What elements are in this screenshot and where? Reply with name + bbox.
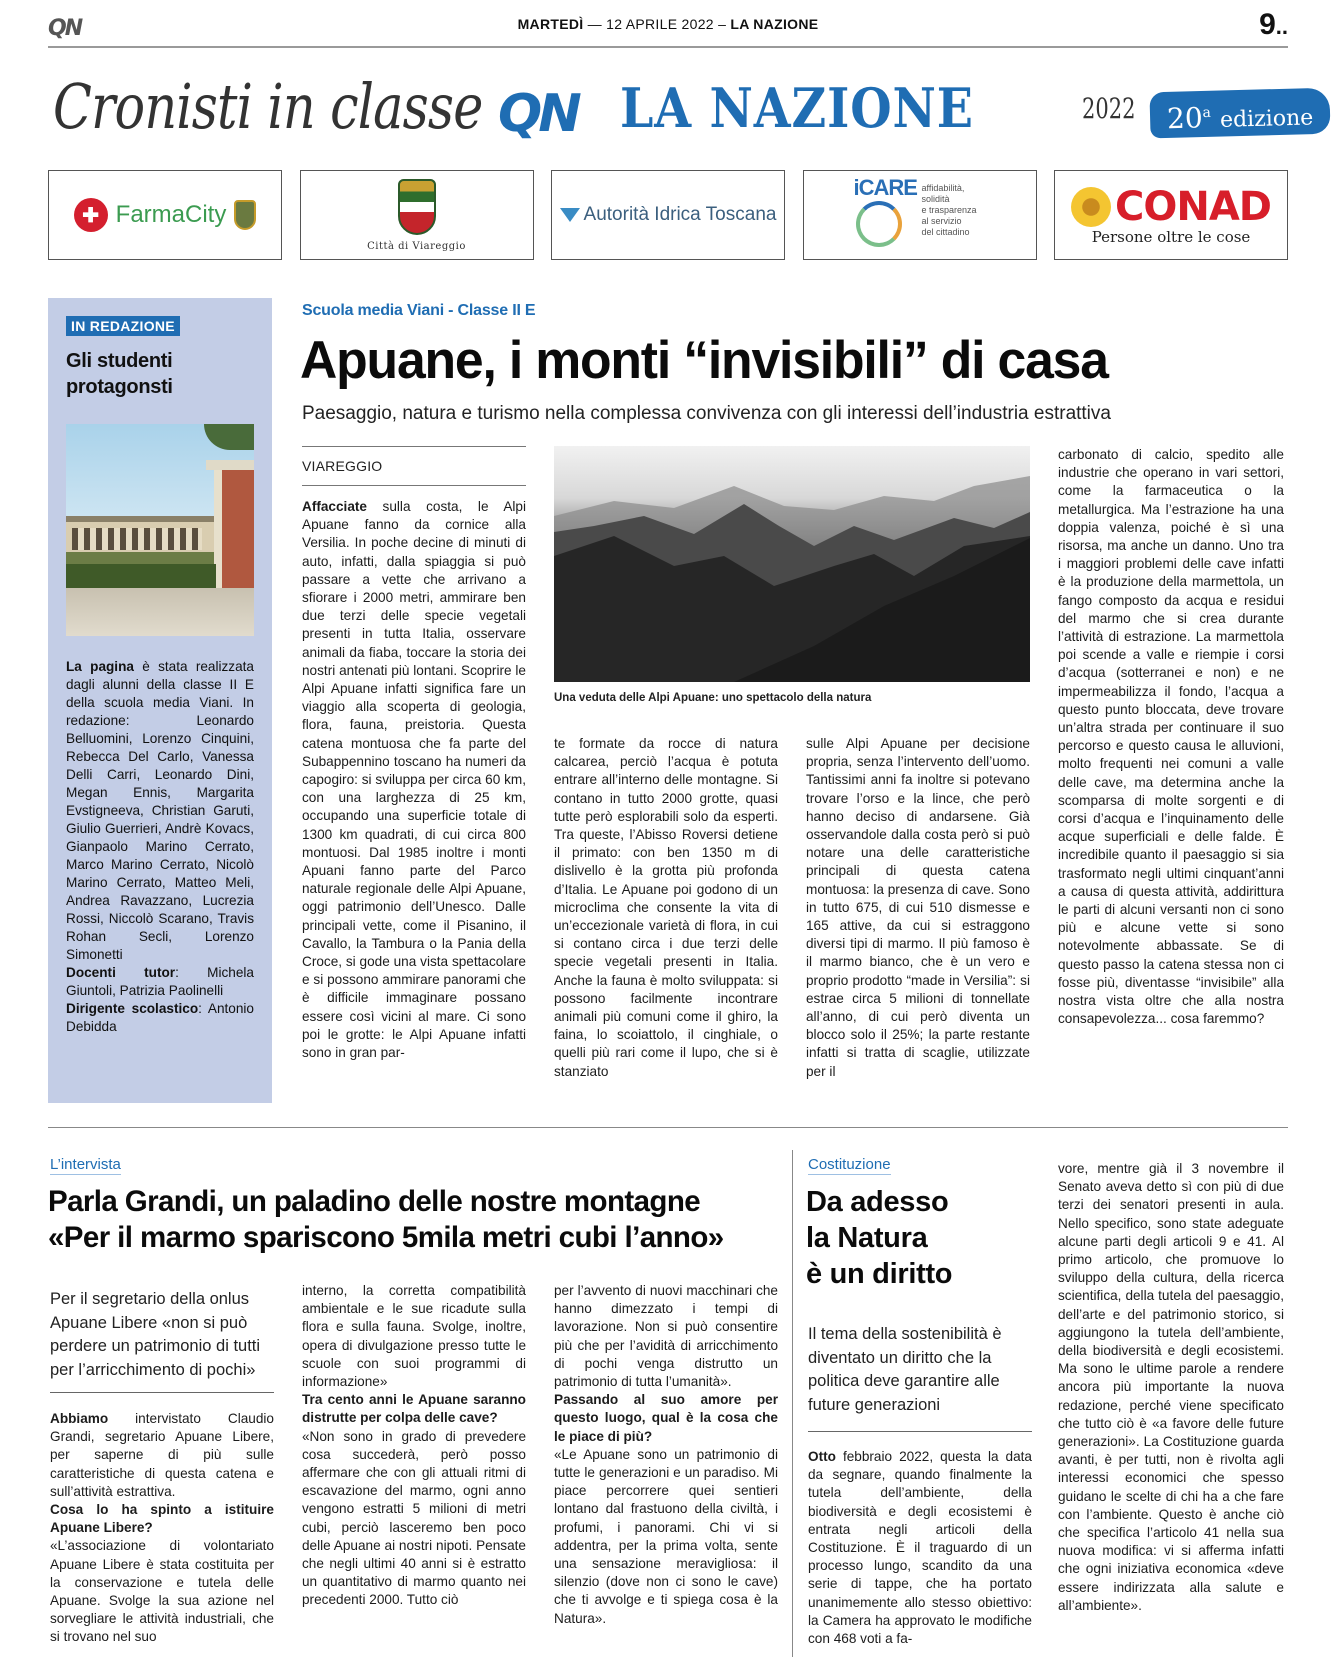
header-date: 12 APRILE 2022 — [606, 16, 714, 32]
interview-answer: per l’avvento di nuovi macchinari che hanno dimezzato i tempi di lavorazione. Non si può consentire più che per l’avidità di arricchimento di pochi venga distrutto un patrimonio di tutta l’umanità». — [554, 1283, 778, 1390]
constitution-deck: Il tema della sostenibilità è diventato un diritto che la politica deve garantire alle future generazioni — [808, 1325, 1002, 1414]
city-crest-icon — [234, 200, 256, 230]
sponsor-conad — [1054, 170, 1288, 260]
constitution-headline — [806, 1184, 1030, 1292]
page-number-dots: .. — [1275, 14, 1288, 39]
in-redazione-box — [48, 298, 272, 1103]
sponsor-viareggio — [300, 170, 534, 260]
header-dateline — [48, 16, 1288, 32]
masthead — [48, 70, 1314, 150]
page-number-value: 9 — [1259, 8, 1276, 41]
interview-answer: «Non sono in grado di prevedere cosa succederà, però posso affermare che con gli attuali ritmi di escavazione del marmo, ogni anno vengono estratti 5 milioni di metri cubi, perciò lasceremo ben poco delle Apuane ai nostri nipoti. Pensate che negli ultimi 40 anni si è estratto un quantitativo di marmo quanto nei precedenti 2000. Tutto ciò — [302, 1428, 526, 1608]
principal-label: Dirigente scolastico — [66, 1001, 199, 1016]
interview-answer: interno, la corretta compatibilità ambientale e le sue ricadute sulla flora e sulla fauna. Svolge, inoltre, opera di divulgazione presso tutte le scuole con suoi programmi di informazione» — [302, 1283, 526, 1390]
interview-lead-word: Abbiamo — [50, 1411, 109, 1426]
interview-answer: «Le Apuane sono un patrimonio di tutte le generazioni e un paradiso. Mi piace percorrere quei sentieri lontano dal frastuono della civiltà, i profumi, i panorami. Chi vi si addentra, per la prima volta, sente una sensazione meravigliosa: il silenzio (dove non ci sono le cave) che ti avvolge e ti spiega cosa è la Natura». — [554, 1446, 778, 1626]
tutor-label: Docenti tutor — [66, 965, 176, 980]
interview-headline-line: «Per il marmo spariscono 5mila metri cubi l’anno» — [48, 1221, 724, 1254]
header-paper-name: LA NAZIONE — [730, 16, 819, 32]
interview-section-label: L’intervista — [50, 1156, 121, 1173]
tagline-line: solidità — [921, 194, 950, 204]
article-headline: Apuane, i monti “invisibili” di casa — [300, 331, 1108, 390]
city-crest-icon — [398, 179, 436, 235]
qn-logo: QN — [498, 84, 578, 144]
pharmacy-cross-icon: ✚ — [74, 198, 108, 232]
sidebar-title — [66, 348, 254, 400]
interview-deck: Per il segretario della onlus Apuane Libere «non si può perdere un patrimonio di tutti per l’arricchimento di pochi» — [50, 1290, 261, 1379]
tagline-line: e trasparenza — [921, 205, 977, 215]
sponsor-name: FarmaCity — [115, 201, 227, 228]
edition-number: 20 — [1166, 101, 1204, 136]
constitution-column-1 — [808, 1448, 1032, 1648]
newspaper-logo: LA NAZIONE — [620, 76, 974, 140]
interview-answer: «L’associazione di volontariato Apuane Libere è stata costituita per la conservazione e tutela delle Apuane. Svolge la sua azione nel sorvegliare le attività industriali, che si trovano nel suo — [50, 1538, 274, 1645]
sponsor-icare — [803, 170, 1037, 260]
credits-students: è stata realizzata dagli alunni della classe II E della scuola media Viani. In redazione: Leonardo Belluomini, Lorenzo Cinquini, Rebecca Del Carlo, Vanessa Delli Carri, Leonardo Dini, Megan Ennis, Margarita Evstigneeva, Christian Garuti, Giulio Guerrieri, Andrè Kovacs, Gianpaolo Marino Cerrato, Marco Marino Cerrato, Nicolò Marino Cerrato, Matteo Meli, Andrea Ravazzano, Lucrezia Rossi, Niccolò Scarano, Travis Rohan Secli, Lorenzo Simonetti — [66, 659, 254, 962]
series-title: Cronisti in classe — [53, 70, 483, 143]
constitution-section-label: Costituzione — [808, 1156, 891, 1173]
header-day: MARTEDÌ — [517, 16, 584, 32]
sponsor-name: CONAD — [1115, 184, 1271, 230]
water-wave-icon — [560, 208, 580, 222]
constitution-headline-line: è un diritto — [806, 1258, 953, 1290]
edition-sup: a — [1202, 104, 1212, 121]
constitution-lead-word: Otto — [808, 1449, 836, 1464]
tagline-line: affidabilità, — [921, 183, 965, 193]
page-header-bar — [48, 10, 1288, 48]
sponsor-name: Autorità Idrica Toscana — [583, 204, 777, 225]
dash-separator: — — [587, 16, 607, 32]
deck-divider — [50, 1392, 274, 1393]
interview-column-3 — [554, 1282, 778, 1628]
credits-text — [66, 658, 254, 1036]
article-subhead: Paesaggio, natura e turismo nella complessa convivenza con gli interessi dell’industria estrattiva — [302, 403, 1111, 424]
interview-column-1 — [50, 1410, 274, 1647]
page-number — [1259, 8, 1288, 42]
edition-badge — [1149, 88, 1330, 139]
icare-ring-icon — [856, 201, 902, 247]
principal-name: : Antonio Debidda — [66, 1001, 254, 1034]
article-column-2: te formate da rocce di natura calcarea, perciò l’acqua è potuta entrare all’interno delle montagne. Si contano in tutto 2000 grotte, quasi tutte però esplorabili solo da esperti. Tra queste, l’Abisso Roversi detiene il primato: con ben 1350 m di dislivello è la grotta più profonda d’Italia. Le Apuane poi godono di un microclima che consente la vita di un’eccezionale varietà di flora, in cui si contano circa i due terzi delle specie vegetali presenti in Italia. Anche la fauna è molto sviluppata: si possono facilmente incontrare animali più comuni come il ghiro, la faina, lo scoiattolo, il cinghiale, o quelli più rari come il lupo, che si è stanziato — [554, 736, 778, 1079]
qn-logo-small: QN — [48, 16, 82, 41]
sponsor-farmacity — [48, 170, 282, 260]
sponsor-strip — [48, 170, 1288, 260]
constitution-column-2: vore, mentre già il 3 novembre il Senato aveva detto sì con più di due terzi dei senatori presenti in aula. Nello specifico, sono state adeguate alcune parti degli articoli 9 e 41. Al primo articolo, che promuove lo sviluppo della cultura, della ricerca scientifica, della tutela del paesaggio, dell’arte e del patrimonio storico, si aggiungono la tutela dell’ambiente, della biodiversità e degli ecosistemi. Ma sono le ultime parole a rendere ancora più importante la nuova redazione, perché viene specificato che tutto ciò è «a favore delle future generazioni». La Costituzione guarda avanti, è per tutti, non è rivolta agli interessi economici che spesso guidano le scelte di chi ha a che fare con l’ambiente. Questo è anche ciò che specifica l’articolo 41 nella sua nuova modifica: vi si afferma infatti che ogni iniziativa economica «deve essere indirizzata alla salute e all’ambiente». — [1058, 1161, 1284, 1613]
sponsor-ait — [551, 170, 785, 260]
column-text: sulla costa, le Alpi Apuane fanno da cornice alla Versilia. In poche decine di minuti di auto, infatti, dalla spiaggia si può passare a vette che arrivano a sfiorare i 2000 metri, ammirare ben due terzi delle specie vegetali presenti in tutta Italia, osservare animali da fiaba, toccare la storia dei nostri antenati più lontani. Scoprire le Alpi Apuane infatti significa fare un viaggio alla scoperta di geologia, flora, fauna, preistoria. Questa catena montuosa che fa parte del Subappennino toscano ha numeri da capogiro: si sviluppa per circa 60 km, con una larghezza di 25 km, occupando una superficie totale di 1300 km quadrati, di cui circa 800 montuosi. Dal 1985 inoltre i monti Apuani fanno parte del Parco naturale regionale delle Alpi Apuane, oggi patrimonio dell’Unesco. Dalle principali vette, come il Pisanino, il Cavallo, la Tambura o la Pania della Croce, si gode una vista spettacolare e si possono ammirare panorami che è difficile immaginare possano essere così vicini al mare. Ci sono poi le grotte: le Alpi Apuane infatti sono in gran par- — [302, 499, 526, 1061]
tagline-line: al servizio — [921, 216, 962, 226]
constitution-headline-line: Da adesso — [806, 1186, 949, 1218]
sponsor-tagline — [922, 183, 977, 238]
sidebar-title-line: protagonsti — [66, 376, 173, 398]
article-column-4: carbonato di calcio, spedito alle industrie che operano in vari settori, come la farmaceutica o la metallurgica. Ma l’estrazione ha una doppia valenza, poiché è sì una risorsa, ma anche un danno. Uno tra i maggiori problemi delle cave infatti è la produzione della marmettola, un fango composto da acqua e residui del marmo che si crea durante l’attività di estrazione. La marmettola poi scende a valle e riempie i corsi d’acqua (sotterranei e non) e ne impermeabilizza il fondo, l’acqua a questo punto bloccata, deve trovare un’altra strada per continuare il suo percorso e questo causa le alluvioni, molto frequenti nei comuni a valle delle cave, ma determina anche la scomparsa di molte sorgenti e di corsi d’acqua e l’inquinamento delle acque superficiali e delle falde. È incredibile quanto il paesaggio si sia trasformato negli ultimi cinquant’anni a causa di questa attività, addirittura le parti di alcuni versanti non ci sono più e alcune vette si sono notevolmente abbassate. Se di questo passo la catena stessa non ci fosse più, diventasse “invisibile” alla nostra vista oltre che alla nostra consapevolezza... cosa faremmo? — [1058, 447, 1284, 1027]
column-divider — [792, 1150, 793, 1657]
edition-year: 2022 — [1082, 92, 1136, 125]
tutor-names: : Michela Giuntoli, Patrizia Paolinelli — [66, 965, 254, 998]
sponsor-name: Città di Viareggio — [367, 240, 466, 252]
interview-question: Cosa lo ha spinto a istituire Apuane Libere? — [50, 1502, 274, 1536]
mountain-silhouette — [554, 446, 1030, 682]
interview-intro: intervistato Claudio Grandi, segretario Apuane Libere, per saperne di più sulle caratteristiche di questa catena e sull’attività estrattiva. — [50, 1411, 274, 1499]
credits-lead: La pagina — [66, 659, 134, 674]
article-lead-word: Affacciate — [302, 499, 367, 514]
section-divider — [48, 1127, 1288, 1128]
interview-question: Passando al suo amore per questo luogo, qual è la cosa che le piace di più? — [554, 1392, 778, 1444]
sponsor-tagline: Persone oltre le cose — [1091, 228, 1251, 246]
interview-headline — [48, 1184, 788, 1256]
interview-question: Tra cento anni le Apuane saranno distrutte per colpa delle cave? — [302, 1392, 526, 1426]
article-column-1 — [302, 498, 526, 1062]
section-tag: IN REDAZIONE — [66, 316, 180, 336]
dash-separator: – — [718, 16, 731, 32]
column-text: febbraio 2022, questa la data da segnare, quando finalmente la tutela dell’ambiente, della biodiversità e degli ecosistemi è entrata negli articoli della Costituzione. È il traguardo di un processo lungo, scandito da una serie di tappe, che ha portato unanimemente allo stesso obiettivo: la Camera ha approvato le modifiche con 468 voti a fa- — [808, 1449, 1032, 1647]
article-dateline: VIAREGGIO — [302, 446, 526, 486]
photo-caption: Una veduta delle Alpi Apuane: uno spettacolo della natura — [554, 692, 872, 704]
article-kicker: Scuola media Viani - Classe II E — [302, 302, 536, 319]
edition-label: edizione — [1219, 105, 1314, 133]
tagline-line: del cittadino — [921, 227, 970, 237]
school-building-photo — [66, 424, 254, 636]
constitution-headline-line: la Natura — [806, 1222, 928, 1254]
sidebar-title-line: Gli studenti — [66, 350, 173, 372]
article-column-3: sulle Alpi Apuane per decisione propria, senza l’intervento dell’uomo. Tantissimi anni fa inoltre si potevano trovare l’orso e la lince, che però hanno deciso di andarsene. Già osservandole dalla costa però si può notare una delle caratteristiche principali di questa catena montuosa: la presenza di cave. Sono in tutto 675, di cui 510 dismesse e 165 attive, da cui si estraggono diversi tipi di marmo. Il più famoso è il marmo bianco, che è un vero e proprio prodotto “made in Versilia”: si estrae circa 5 milioni di tonnellate all’anno, di cui però diventa un blocco solo il 25%; la parte restante infatti si tratta di scaglie, utilizzate per il — [806, 736, 1030, 1079]
interview-column-2 — [302, 1282, 526, 1610]
mountains-photo — [554, 446, 1030, 682]
sponsor-name: iCARE — [853, 175, 917, 200]
deck-divider — [808, 1431, 1032, 1432]
flower-icon — [1071, 187, 1111, 227]
interview-headline-line: Parla Grandi, un paladino delle nostre montagne — [48, 1185, 701, 1218]
